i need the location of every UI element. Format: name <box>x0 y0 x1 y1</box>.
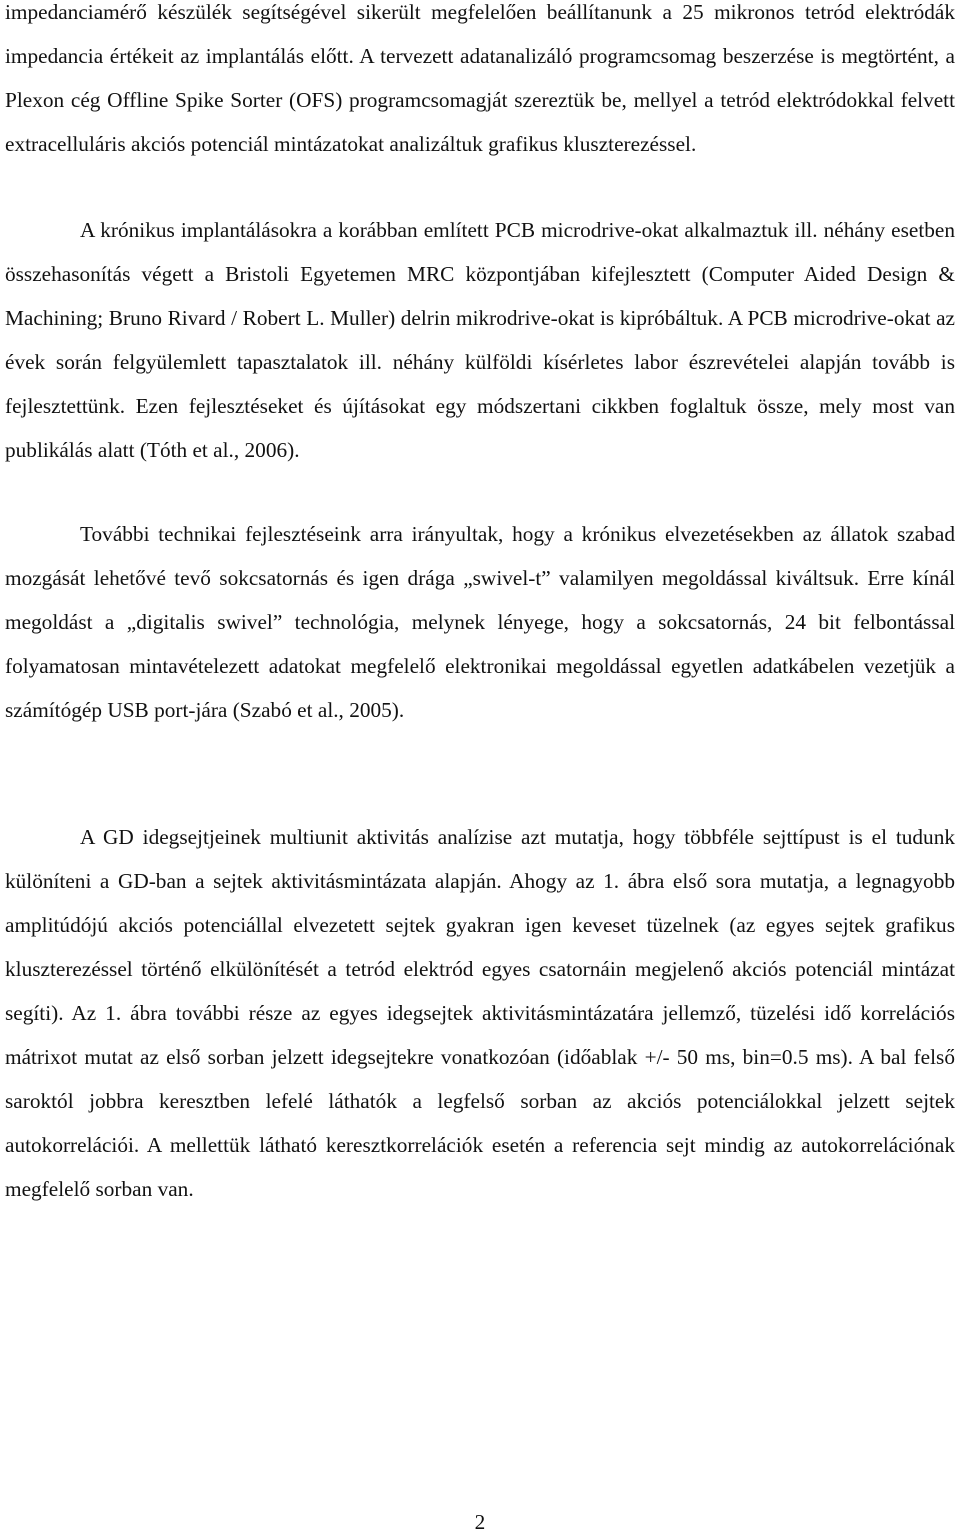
page-number: 2 <box>474 1510 486 1534</box>
paragraph-chronic-implantation-microdrives: A krónikus implantálásokra a korábban említett PCB microdrive-okat alkalmaztuk ill. néhány esetben összehasonítás végett a Bristoli Egyetemen MRC központjában kifejlesztett (Computer Aided Design & Machining; Bruno Rivard / Robert L. Muller) delrin mikrodrive-okat is kipróbáltuk. A PCB microdrive-okat az évek során felgyülemlett tapasztalatok ill. néhány külföldi kísérletes labor észrevételei alapján tovább is fejlesztettünk. Ezen fejlesztéseket és újításokat egy módszertani cikkben foglaltuk össze, mely most van publikálás alatt (Tóth et al., 2006). <box>5 218 955 462</box>
paragraph-multiunit-activity-analysis: A GD idegsejtjeinek multiunit aktivitás analízise azt mutatja, hogy többféle sejttípust is el tudunk különíteni a GD-ban a sejtek aktivitásmintázata alapján. Ahogy az 1. ábra első sora mutatja, a legnagyobb amplitúdójú akciós potenciállal elvezetett sejtek gyakran igen keveset tüzelnek (az egyes sejtek grafikus kluszterezéssel történő elkülönítését a tetród elektród egyes csatornáin megjelenő akciós potenciál mintázat segíti). Az 1. ábra további része az egyes idegsejtek aktivitásmintázatára jellemző, tüzelési idő korrelációs mátrixot mutat az első sorban jelzett idegsejtekre vonatkozóan (időablak +/- 50 ms, bin=0.5 ms). A bal felső saroktól jobbra keresztben lefelé láthatók a legfelső sorban az akciós potenciálokkal jelzett sejtek autokorrelációi. A mellettük látható keresztkorrelációk esetén a referencia sejt mindig az autokorrelációnak megfelelő sorban van. <box>5 825 955 1201</box>
paragraph-impedance-and-spike-sorting: impedanciamérő készülék segítségével sikerült megfelelően beállítanunk a 25 mikronos tetród elektródák impedancia értékeit az implantálás előtt. A tervezett adatanalizáló programcsomag beszerzése is megtörtént, a Plexon cég Offline Spike Sorter (OFS) programcsomagját szereztük be, mellyel a tetród elektródokkal felvett extracelluláris akciós potenciál mintázatokat analizáltuk grafikus kluszterezéssel. <box>5 0 955 156</box>
paragraph-digital-swivel: További technikai fejlesztéseink arra irányultak, hogy a krónikus elvezetésekben az állatok szabad mozgását lehetővé tevő sokcsatornás és igen drága „swivel-t” valamilyen megoldással kiváltsuk. Erre kínál megoldást a „digitalis swivel” technológia, melynek lényege, hogy a sokcsatornás, 24 bit felbontással folyamatosan mintavételezett adatokat megfelelő elektronikai megoldással egyetlen adatkábelen vezetjük a számítógép USB port-jára (Szabó et al., 2005). <box>5 522 955 722</box>
